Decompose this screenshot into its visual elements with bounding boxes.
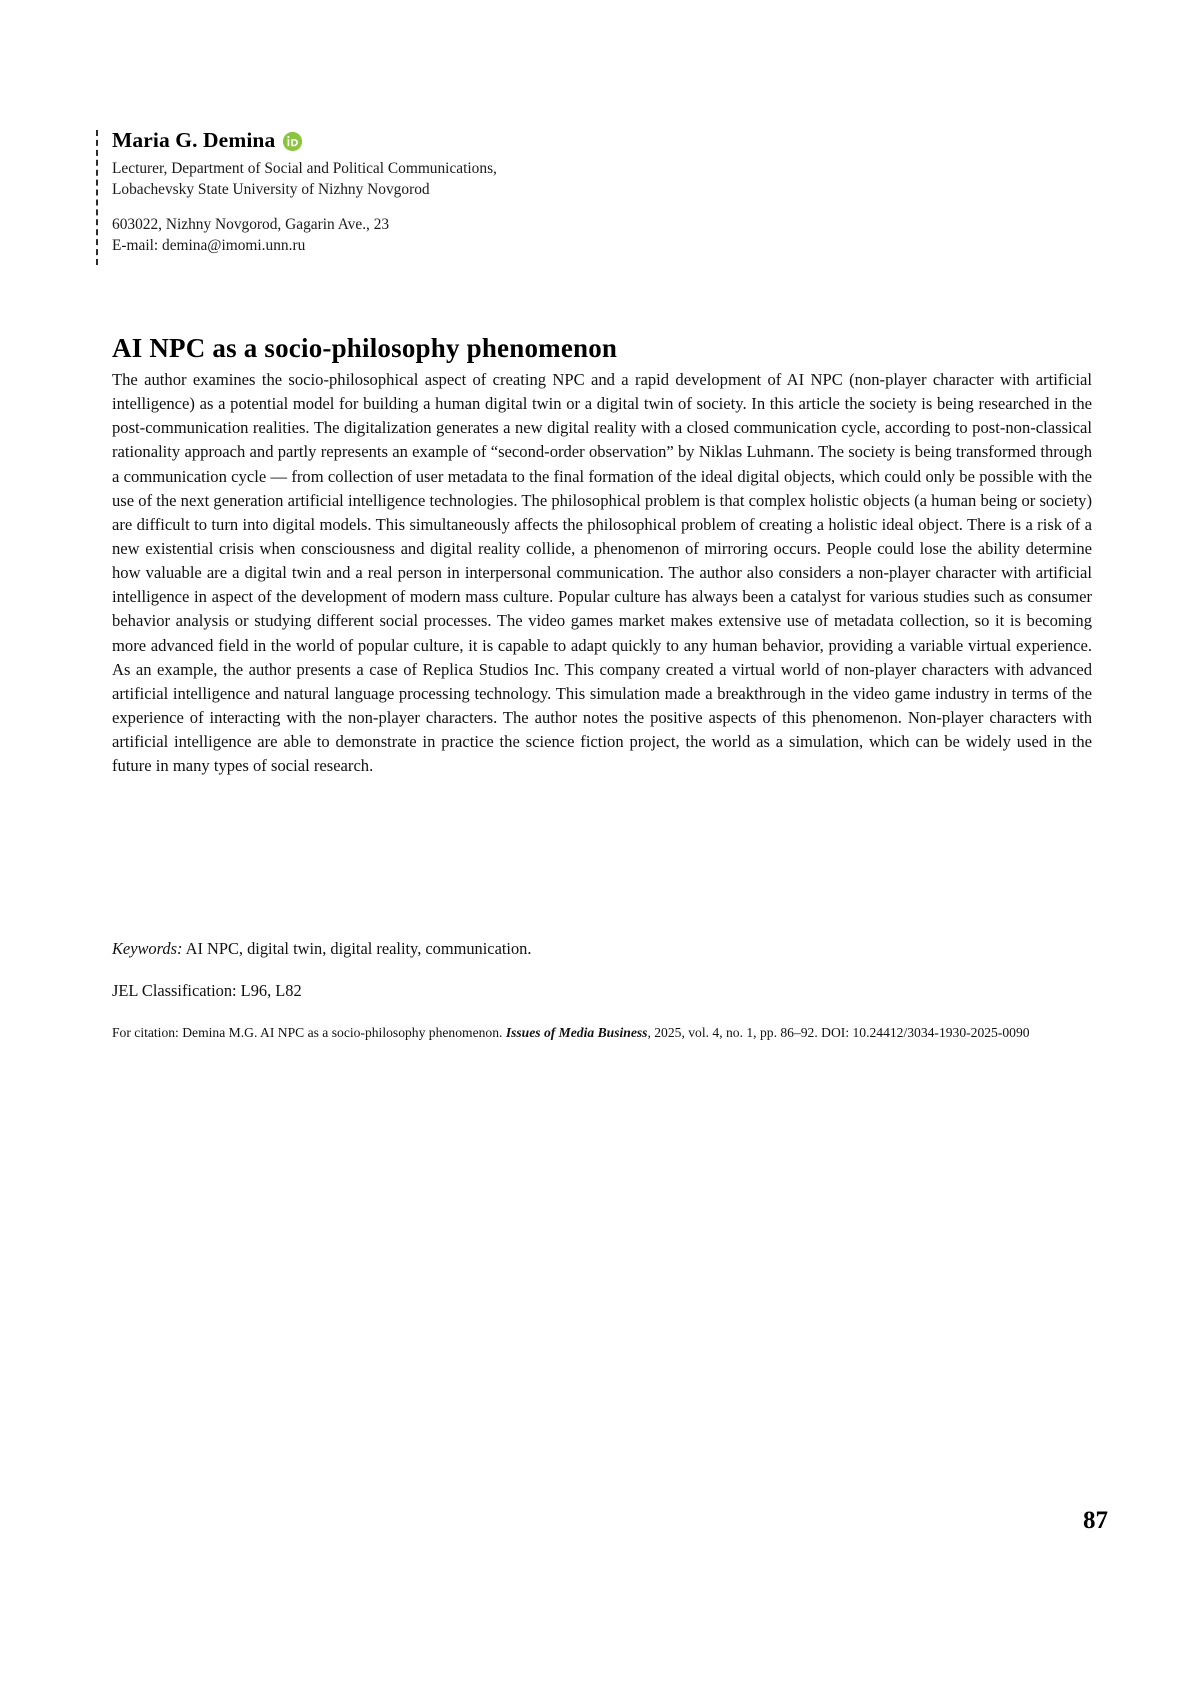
author-block	[112, 128, 1052, 256]
citation-suffix: , 2025, vol. 4, no. 1, pp. 86–92. DOI: 10.24412/3034-1930-2025-0090	[647, 1025, 1030, 1040]
author-contact	[112, 214, 1052, 257]
article-title: AI NPC as a socio-philosophy phenomenon	[112, 333, 618, 364]
keywords-label: Keywords:	[112, 939, 183, 958]
author-affiliation	[112, 158, 1052, 201]
jel-classification: JEL Classification: L96, L82	[112, 981, 302, 1000]
page-number: 87	[1083, 1507, 1108, 1534]
author-address: 603022, Nizhny Novgorod, Gagarin Ave., 23	[112, 215, 390, 233]
author-block-rule	[96, 130, 98, 265]
author-email[interactable]: E-mail: demina@imomi.unn.ru	[112, 236, 306, 254]
author-name-row	[112, 128, 1052, 153]
article-abstract: The author examines the socio-philosophical aspect of creating NPC and a rapid development of AI NPC (non-player character with artificial intelligence) as a potential model for building a human digital twin or a digital twin of society. In this article the society is being researched in the post-communication realities. The digitalization generates a new digital reality with a closed communication cycle, according to post-non-classical rationality approach and partly represents an example of “second-order observation” by Niklas Luhmann. The society is being transformed through a communication cycle — from collection of user metadata to the final formation of the ideal digital objects, which could only be possible with the use of the next generation artificial intelligence technologies. The philosophical problem is that complex holistic objects (a human being or society) are difficult to turn into digital models. This simultaneously affects the philosophical problem of creating a holistic ideal object. There is a risk of a new existential crisis when consciousness and digital reality collide, a phenomenon of mirroring occurs. People could lose the ability determine how valuable are a digital twin and a real person in interpersonal communication. The author also considers a non-player character with artificial intelligence in aspect of the development of modern mass culture. Popular culture has always been a catalyst for various studies such as consumer behavior analysis or studying different social processes. The video games market makes extensive use of metadata collection, so it is becoming more advanced field in the world of popular culture, it is capable to adapt quickly to any human behavior, providing a variable virtual experience. As an example, the author presents a case of Replica Studios Inc. This company created a virtual world of non-player characters with advanced artificial intelligence and natural language processing technology. This simulation made a breakthrough in the video game industry in terms of the experience of interacting with the non-player characters. The author notes the positive aspects of this phenomenon. Non-player characters with artificial intelligence are able to demonstrate in practice the science fiction project, the world as a simulation, which can be widely used in the future in many types of social research.	[112, 370, 1092, 776]
author-name: Maria G. Demina	[112, 128, 276, 152]
keywords-line	[112, 938, 1092, 961]
orcid-icon[interactable]	[283, 132, 302, 151]
citation-prefix: For citation: Demina M.G. AI NPC as a socio-philosophy phenomenon.	[112, 1025, 506, 1040]
citation-block	[112, 1023, 1097, 1042]
author-affiliation-line-2: Lobachevsky State University of Nizhny Novgorod	[112, 181, 430, 199]
author-affiliation-line-1: Lecturer, Department of Social and Political Communications,	[112, 160, 497, 177]
citation-journal: Issues of Media Business	[505, 1025, 648, 1040]
keywords-value: AI NPC, digital twin, digital reality, communication.	[185, 939, 532, 958]
